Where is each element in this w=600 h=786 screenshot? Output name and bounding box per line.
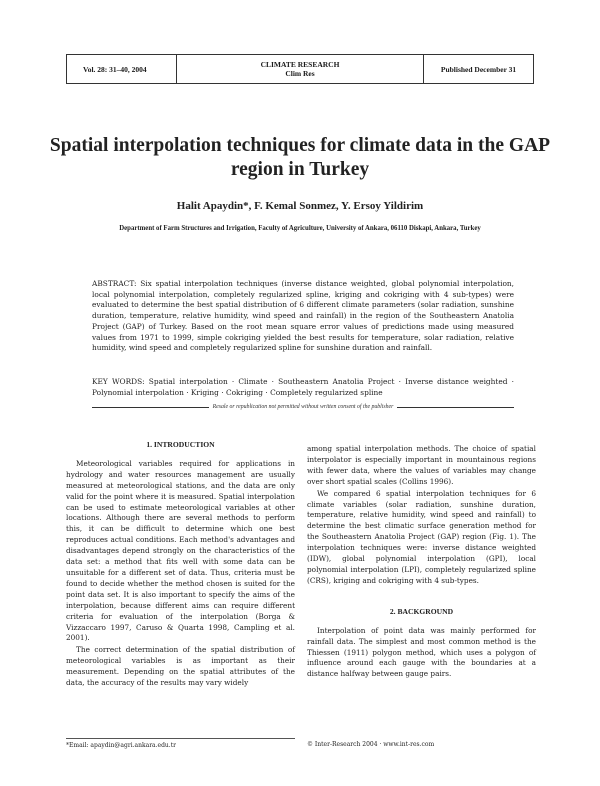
paragraph: among spatial interpolation methods. The choice of spatial interpolator is especially important in mountainous regions with fewer data, where the values of variables may change over short spatial scales (Collins 1996). <box>307 444 536 486</box>
paper-title: Spatial interpolation techniques for climate data in the GAP region in Turkey <box>49 135 551 180</box>
keywords: KEY WORDS: Spatial interpolation · Climate · Southeastern Anatolia Project · Inverse distance weighted · Polynomial interpolation · Kriging · Cokriging · Completely regularized spline <box>92 377 514 397</box>
paragraph: We compared 6 spatial interpolation techniques for 6 climate variables (solar radiation, sunshine duration, temperature, relative humidity, wind speed and rainfall) to determine the best climatic surface generation method for the Southeastern Anatolia Project (GAP) region (Fig. 1). The interpolation techniques were: inverse distance weighted (IDW), global polynomial interpolation (GPI), local polynomial interpolation (LPI), completely regularized spline (CRS), kriging and cokriging with 4 sub-types. <box>307 488 536 585</box>
section-heading-background: 2. BACKGROUND <box>389 606 454 616</box>
resale-notice-text: Resale or republication not permitted without written consent of the publisher <box>212 404 394 410</box>
right-column <box>307 444 536 680</box>
left-column <box>66 440 295 689</box>
journal-header <box>66 54 534 84</box>
paragraph: Meteorological variables required for applications in hydrology and water resources management are usually measured at meteorological stations, and the data are only valid for the point where it is measured. Spatial interpolation can be used to estimate meteorological variables at other locations. Although there are several methods to perform this, it can be difficult to determine which one best reproduces actual conditions. Each method's advantages and disadvantages depend strongly on the characteristics of the data set: a method that fits well with some data can be unsuitable for a different set of data. Thus, criteria must be found to decide whether the method chosen is suited for the point data set. It is also important to specify the aims of the interpolation, because different aims can require different criteria for evaluation of the interpolation (Borga & Vizzaccaro 1997, Caruso & Quarta 1998, Campling et al. 2001). <box>66 458 295 643</box>
volume-info: Vol. 28: 31–40, 2004 <box>67 55 177 83</box>
section-heading-introduction: 1. INTRODUCTION <box>146 440 215 449</box>
corresponding-email: *Email: apaydin@agri.ankara.edu.tr <box>66 738 295 749</box>
journal-name-block <box>177 55 423 83</box>
copyright: © Inter-Research 2004 · www.int-res.com <box>307 741 435 748</box>
divider-left <box>92 407 209 408</box>
journal-abbrev: Clim Res <box>285 69 315 78</box>
affiliation: Department of Farm Structures and Irrigation, Faculty of Agriculture, University of Ankara, 06110 Diskapi, Ankara, Turkey <box>119 225 481 232</box>
publication-date: Published December 31 <box>423 55 533 83</box>
paragraph: Interpolation of point data was mainly performed for rainfall data. The simplest and most common method is the Thiessen (1911) polygon method, which uses a polygon of influence around each gauge with the boundaries at a distance halfway between gauge pairs. <box>307 625 536 679</box>
abstract: ABSTRACT: Six spatial interpolation techniques (inverse distance weighted, global polynomial interpolation, local polynomial interpolation, completely regularized spline, kriging and cokriging with 4 sub-types) were evaluated to determine the best spatial distribution of 6 different climate parameters (solar radiation, sunshine duration, temperature, relative humidity, wind speed and rainfall) in the region of the Southeastern Anatolia Project (GAP) of Turkey. Based on the root mean square error values of predictions made using measured values from 1971 to 1999, simple cokriging yielded the best results for temperature, solar radiation, relative humidity, wind speed and completely regularized spline for sunshine duration and rainfall. <box>92 279 514 353</box>
resale-notice <box>92 402 514 412</box>
divider-right <box>397 407 514 408</box>
author-list: Halit Apaydin*, F. Kemal Sonmez, Y. Ersoy Yildirim <box>176 200 424 212</box>
paragraph: The correct determination of the spatial distribution of meteorological variables is as important as their measurement. Depending on the spatial attributes of the data, the accuracy of the results may vary widely <box>66 645 295 688</box>
journal-name: CLIMATE RESEARCH <box>260 60 340 69</box>
